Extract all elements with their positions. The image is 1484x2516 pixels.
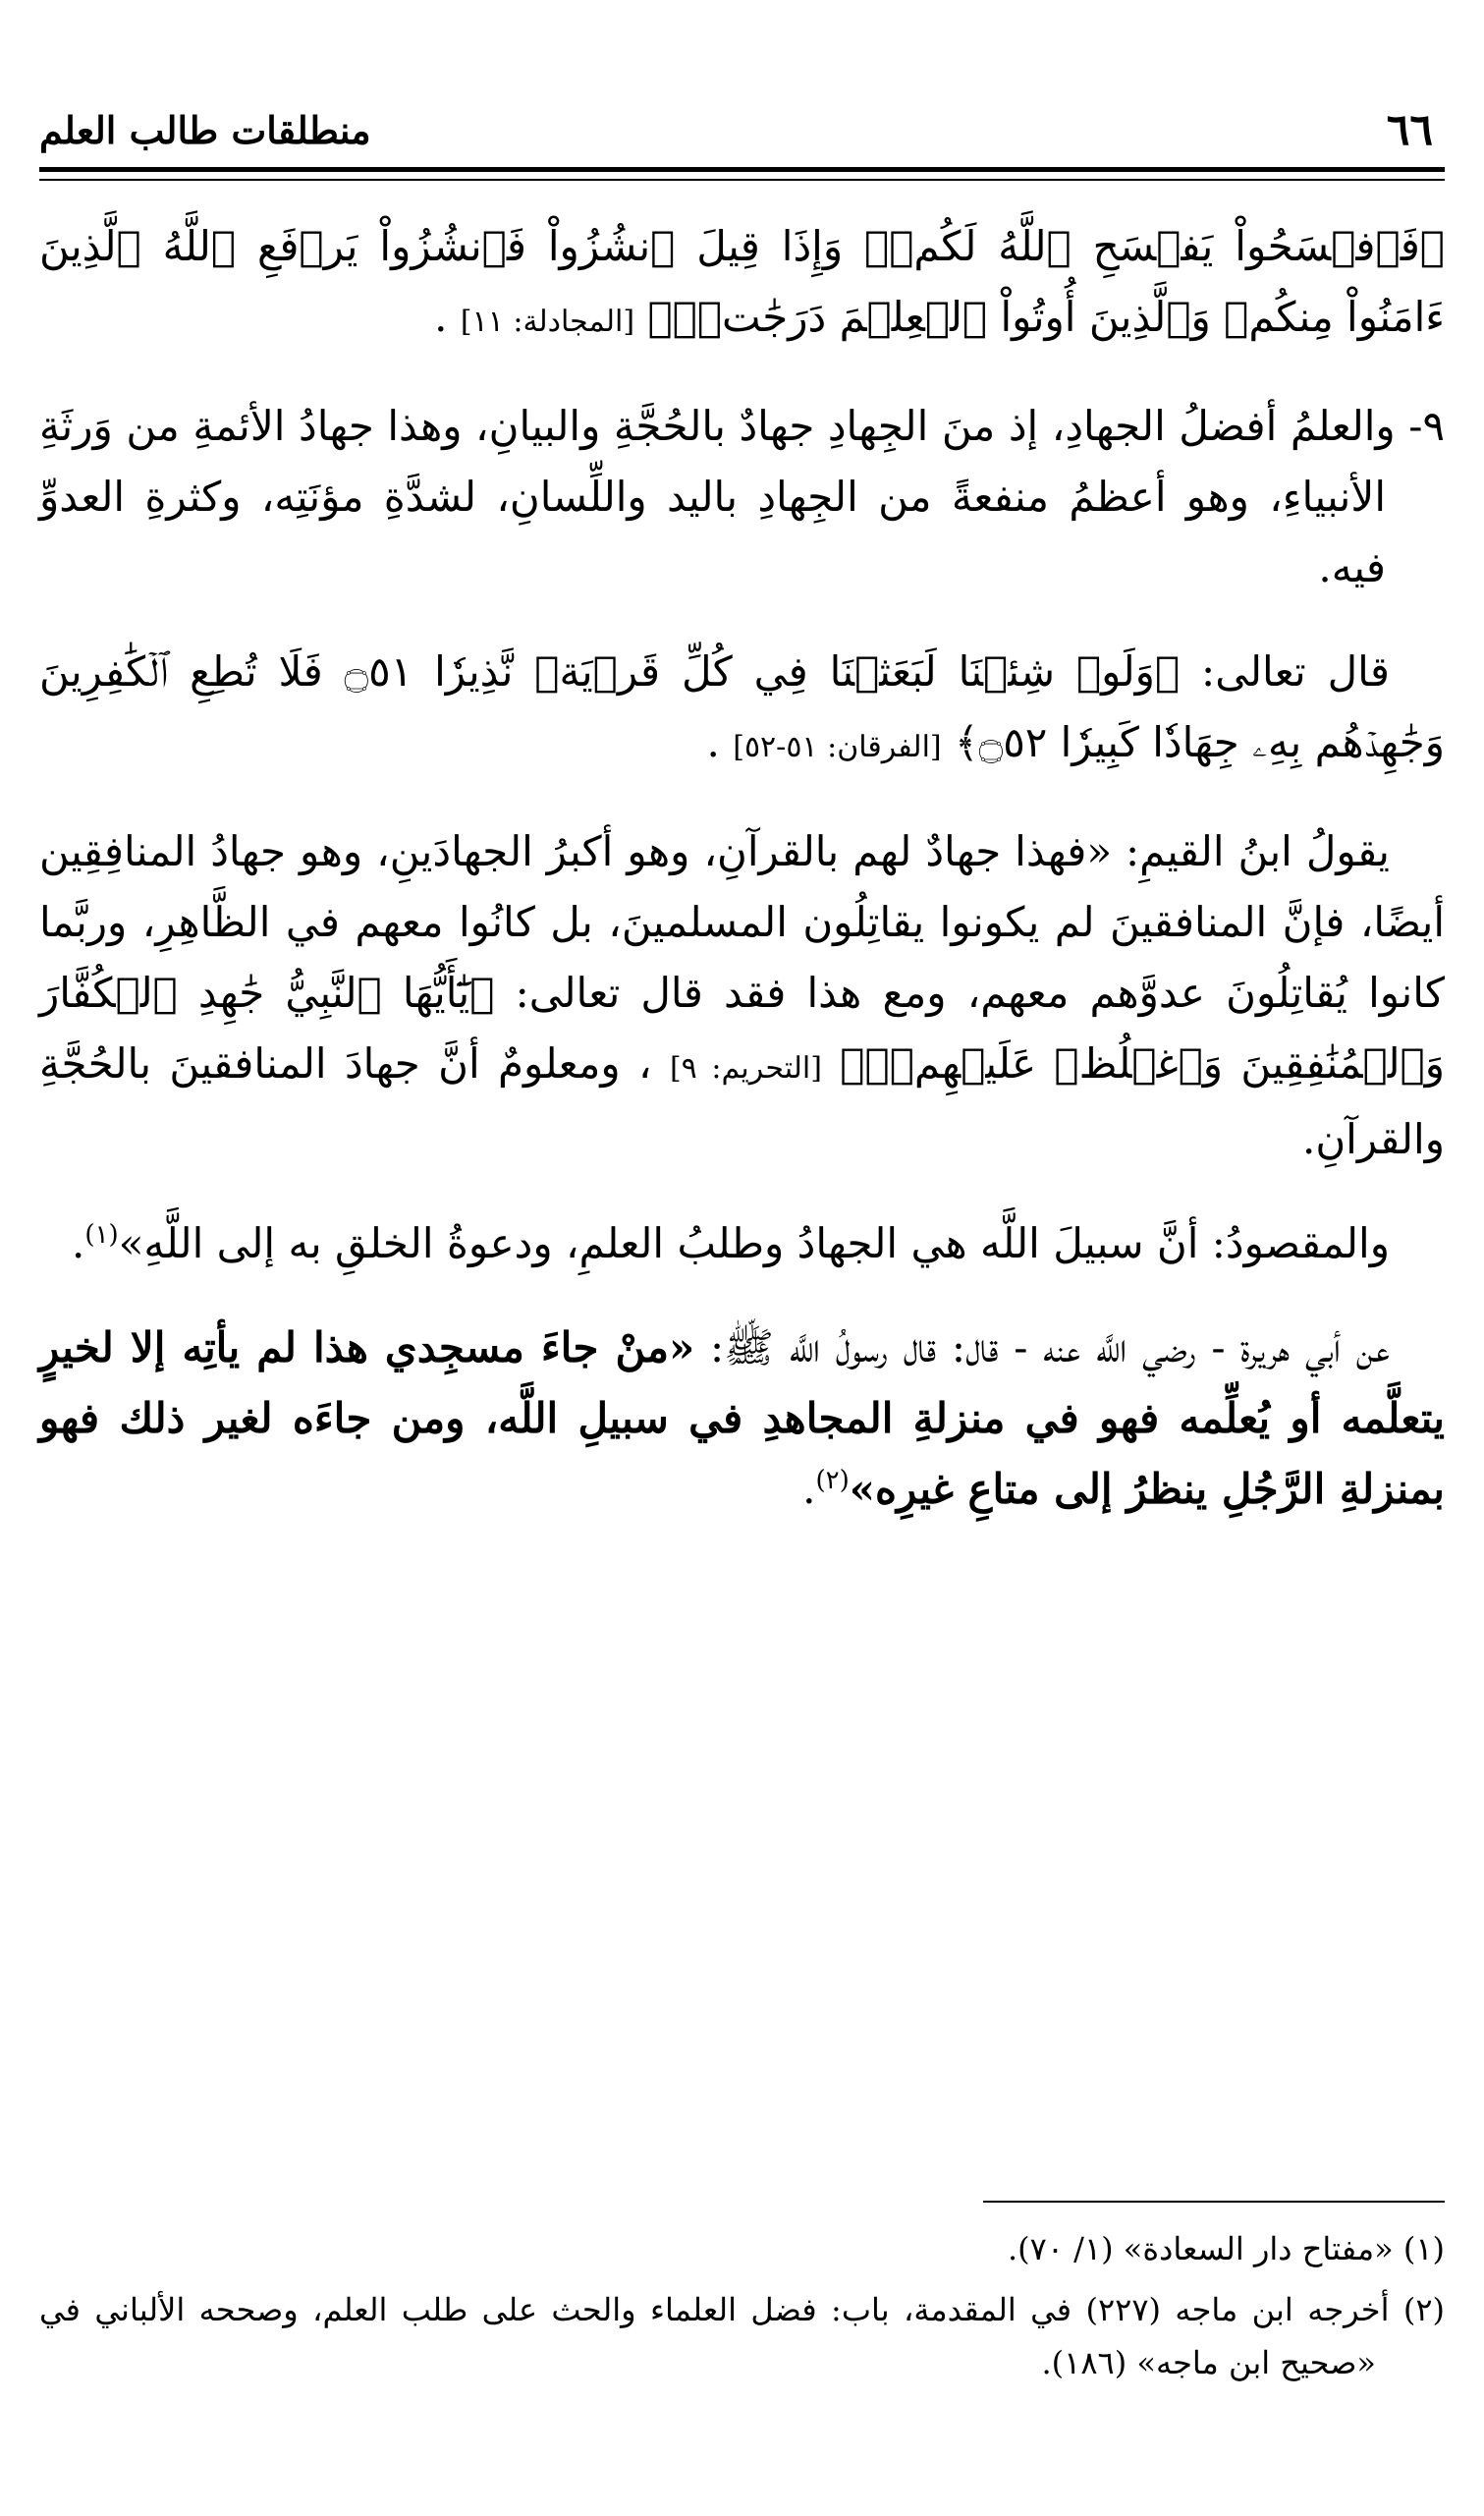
footnote-rule: [983, 2201, 1445, 2203]
footnote-2: [39, 2283, 1445, 2389]
footnote-ref-2[interactable]: (٢): [815, 1466, 850, 1495]
paragraph-hadith: عن أبي هريرة - رضي اللَّه عنه - قال: قال رسولُ اللَّه ﷺ: «منْ جاءَ مسجِدي هذا لم يأتِه إلا لخيرٍ يتعلَّمه أو يُعلِّمه فهو في منزلةِ المجاهدِ في سبيلِ اللَّه، ومن جاءَه لغير ذلك فهو بمنزلةِ الرَّجُلِ ينظرُ إلى متاعِ غيرِه»$^{(٢)}$.: [39, 1323, 1445, 1513]
footnote-number: (١): [1402, 2230, 1445, 2267]
paragraph-point-9: ٩- والعلمُ أفضلُ الجهادِ، إذ منَ الجِهادِ جهادٌ بالحُجَّةِ والبيانِ، وهذا جهادُ الأئمةِ من وَرثَةِ الأنبياءِ، وهو أعظمُ منفعةً من الجِهادِ باليد واللِّسانِ، لشدَّةِ مؤنَتِه، وكثرةِ العدوِّ فيه.: [39, 402, 1445, 591]
paragraph-ibn-alqayyim: يقولُ ابنُ القيمِ: «فهذا جهادٌ لهم بالقرآنِ، وهو أكبرُ الجهادَينِ، وهو جهادُ المنافِقِين أيضًا، فإنَّ المنافقينَ لم يكونوا يقاتِلُون المسلمينَ، بل كانُوا معهم في الظَّاهِرِ، وربَّما كانوا يُقاتِلُونَ عدوَّهم معهم، ومع هذا فقد قال تعالى: ﴿يَٰٓأَيُّهَا ٱلنَّبِيُّ جَٰهِدِ ٱلۡكُفَّارَ وَٱلۡمُنَٰفِقِينَ وَٱغۡلُظۡ عَلَيۡهِمۡۚ﴾ [التحريم: ٩] ، ومعلومٌ أنَّ جهادَ المنافقينَ بالحُجَّةِ والقرآنِ.: [39, 827, 1446, 1163]
footnote-number: (٢): [1402, 2291, 1446, 2328]
quran-verse: ﴿وَلَوۡ شِئۡنَا لَبَعَثۡنَا فِي كُلِّ قَرۡيَةٖ نَّذِيرٗا ۝٥١ فَلَا تُطِعِ ٱلۡكَٰفِرِينَ وَجَٰهِدۡهُم بِهِۦ جِهَادٗا كَبِيرٗا ۝٥٢﴾: [39, 647, 1445, 766]
footnote-1: [39, 2222, 1445, 2275]
paragraph-conclusion: والمقصودُ: أنَّ سبيلَ اللَّه هي الجهادُ وطلبُ العلمِ، ودعوةُ الخلقِ به إلى اللَّهِ»$^{(١)}$.: [72, 1219, 1390, 1267]
verse-citation: [التحريم: ٩]: [669, 1051, 822, 1086]
running-title: منطلقات طالب العلم: [39, 108, 371, 152]
main-text: [39, 211, 1445, 1558]
hadith-text: «منْ جاءَ مسجِدي هذا لم يأتِه إلا لخيرٍ يتعلَّمه أو يُعلِّمه فهو في منزلةِ المجاهدِ في سبيلِ اللَّه، ومن جاءَه لغير ذلك فهو بمنزلةِ الرَّجُلِ ينظرُ إلى متاعِ غيرِه»: [39, 1323, 1445, 1513]
verse-citation: [الفرقان: ٥١-٥٢]: [733, 730, 942, 764]
header-rule-thin: [39, 179, 1445, 181]
paragraph-quran-furqan: قال تعالى: ﴿وَلَوۡ شِئۡنَا لَبَعَثۡنَا فِي كُلِّ قَرۡيَةٖ نَّذِيرٗا ۝٥١ فَلَا تُطِعِ ٱلۡكَٰفِرِينَ وَجَٰهِدۡهُم بِهِۦ جِهَادٗا كَبِيرٗا ۝٥٢﴾ [الفرقان: ٥١-٥٢] .: [39, 647, 1445, 766]
footnotes: [39, 2222, 1445, 2397]
quran-verse: ﴿يَٰٓأَيُّهَا ٱلنَّبِيُّ جَٰهِدِ ٱلۡكُفَّارَ وَٱلۡمُنَٰفِقِينَ وَٱغۡلُظۡ عَلَيۡهِمۡۚ﴾: [39, 969, 1446, 1088]
verse-citation: [المجادلة: ١١]: [460, 305, 635, 339]
paragraph-quran-mujadila: ﴿فَٱفۡسَحُواْ يَفۡسَحِ ٱللَّهُ لَكُمۡۖ وَإِذَا قِيلَ ٱنشُزُواْ فَٱنشُزُواْ يَرۡفَعِ ٱللَّهُ ٱلَّذِينَ ءَامَنُواْ مِنكُمۡ وَٱلَّذِينَ أُوتُواْ ٱلۡعِلۡمَ دَرَجَٰتٖۚ﴾ [المجادلة: ١١] .: [39, 222, 1445, 341]
footnote-text: «مفتاح دار السعادة» (١/ ٧٠).: [1007, 2230, 1394, 2267]
footnote-ref-1[interactable]: (١): [84, 1220, 119, 1250]
footnote-text: أخرجه ابن ماجه (٢٢٧) في المقدمة، باب: فضل العلماء والحث على طلب العلم، وصححه الألباني في «صحيح ابن ماجه» (١٨٦).: [39, 2291, 1390, 2381]
quran-verse: ﴿فَٱفۡسَحُواْ يَفۡسَحِ ٱللَّهُ لَكُمۡۖ وَإِذَا قِيلَ ٱنشُزُواْ فَٱنشُزُواْ يَرۡفَعِ ٱللَّهُ ٱلَّذِينَ ءَامَنُواْ مِنكُمۡ وَٱلَّذِينَ أُوتُواْ ٱلۡعِلۡمَ دَرَجَٰتٖۚ﴾: [39, 222, 1445, 341]
page-header: [39, 106, 1445, 155]
header-rule-thick: [39, 167, 1445, 172]
page-number: ٦٦: [1386, 105, 1433, 155]
